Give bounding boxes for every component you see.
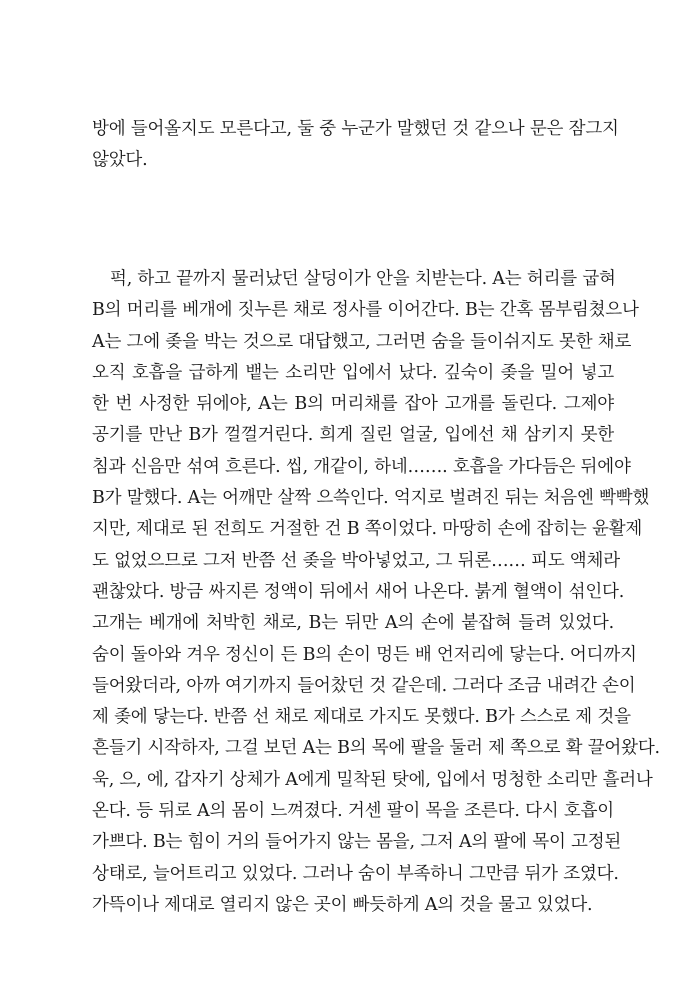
text-line: 들어왔더라, 아까 여기까지 들어찼던 것 같은데. 그러다 조금 내려간 손이 bbox=[92, 675, 636, 696]
text-line: 방에 들어올지도 모른다고, 둘 중 누군가 말했던 것 같으나 문은 잠그지 bbox=[92, 119, 619, 139]
text-line: 침과 신음만 섞여 흐른다. 씹, 개같이, 하네……. 호흡을 가다듬은 뒤에야 bbox=[92, 456, 631, 477]
text-line: 지만, 제대로 된 전희도 거절한 건 B 쪽이었다. 마땅히 손에 잡히는 윤활제 bbox=[92, 519, 643, 540]
text-line: 고개는 베개에 처박힌 채로, B는 뒤만 A의 손에 붙잡혀 들려 있었다. bbox=[92, 613, 614, 634]
text-line: 가쁘다. B는 힘이 거의 들어가지 않는 몸을, 그저 A의 팔에 목이 고정된 bbox=[92, 832, 622, 853]
text-line: 오직 호흡을 급하게 뱉는 소리만 입에서 났다. 깊숙이 좆을 밀어 넣고 bbox=[92, 362, 614, 383]
text-line: 공기를 만난 B가 껄껄거린다. 희게 질린 얼굴, 입에선 채 삼키지 못한 bbox=[92, 425, 614, 446]
paragraph-1 bbox=[92, 114, 619, 177]
text-line: 한 번 사정한 뒤에야, A는 B의 머리채를 잡아 고개를 돌린다. 그제야 bbox=[92, 394, 614, 415]
text-line: 욱, 으, 에, 갑자기 상체가 A에게 밀착된 탓에, 입에서 멍청한 소리만 흘러나 bbox=[92, 769, 653, 790]
text-line: B의 머리를 베개에 짓누른 채로 정사를 이어간다. B는 간혹 몸부림쳤으나 bbox=[92, 300, 639, 321]
text-line: 괜찮았다. 방금 싸지른 정액이 뒤에서 새어 나온다. 붉게 혈액이 섞인다. bbox=[92, 581, 625, 602]
text-line: 상태로, 늘어트리고 있었다. 그러나 숨이 부족하니 그만큼 뒤가 조였다. bbox=[92, 863, 619, 884]
text-line: 숨이 돌아와 겨우 정신이 든 B의 손이 멍든 배 언저리에 닿는다. 어디까지 bbox=[92, 644, 637, 665]
text-line: 온다. 등 뒤로 A의 몸이 느껴졌다. 거센 팔이 목을 조른다. 다시 호흡이 bbox=[92, 801, 614, 822]
text-line: 제 좆에 닿는다. 반쯤 선 채로 제대로 가지도 못했다. B가 스스로 제 것을 bbox=[92, 707, 631, 728]
text-line: 않았다. bbox=[92, 150, 148, 171]
text-line: 흔들기 시작하자, 그걸 보던 A는 B의 목에 팔을 둘러 제 쪽으로 확 끌어왔다. bbox=[92, 738, 660, 759]
text-line: B가 말했다. A는 어깨만 살짝 으쓱인다. 억지로 벌려진 뒤는 처음엔 빡빡했 bbox=[92, 488, 650, 509]
text-line: 도 없었으므로 그저 반쯤 선 좆을 박아넣었고, 그 뒤론…… 피도 액체라 bbox=[92, 550, 620, 571]
paragraph-2 bbox=[92, 264, 660, 921]
text-line: 퍽, 하고 끝까지 물러났던 살덩이가 안을 치받는다. A는 허리를 굽혀 bbox=[110, 269, 616, 289]
text-line: 가뜩이나 제대로 열리지 않은 곳이 빠듯하게 A의 것을 물고 있었다. bbox=[92, 894, 593, 915]
text-line: A는 그에 좆을 박는 것으로 대답했고, 그러면 숨을 들이쉬지도 못한 채로 bbox=[92, 331, 632, 352]
